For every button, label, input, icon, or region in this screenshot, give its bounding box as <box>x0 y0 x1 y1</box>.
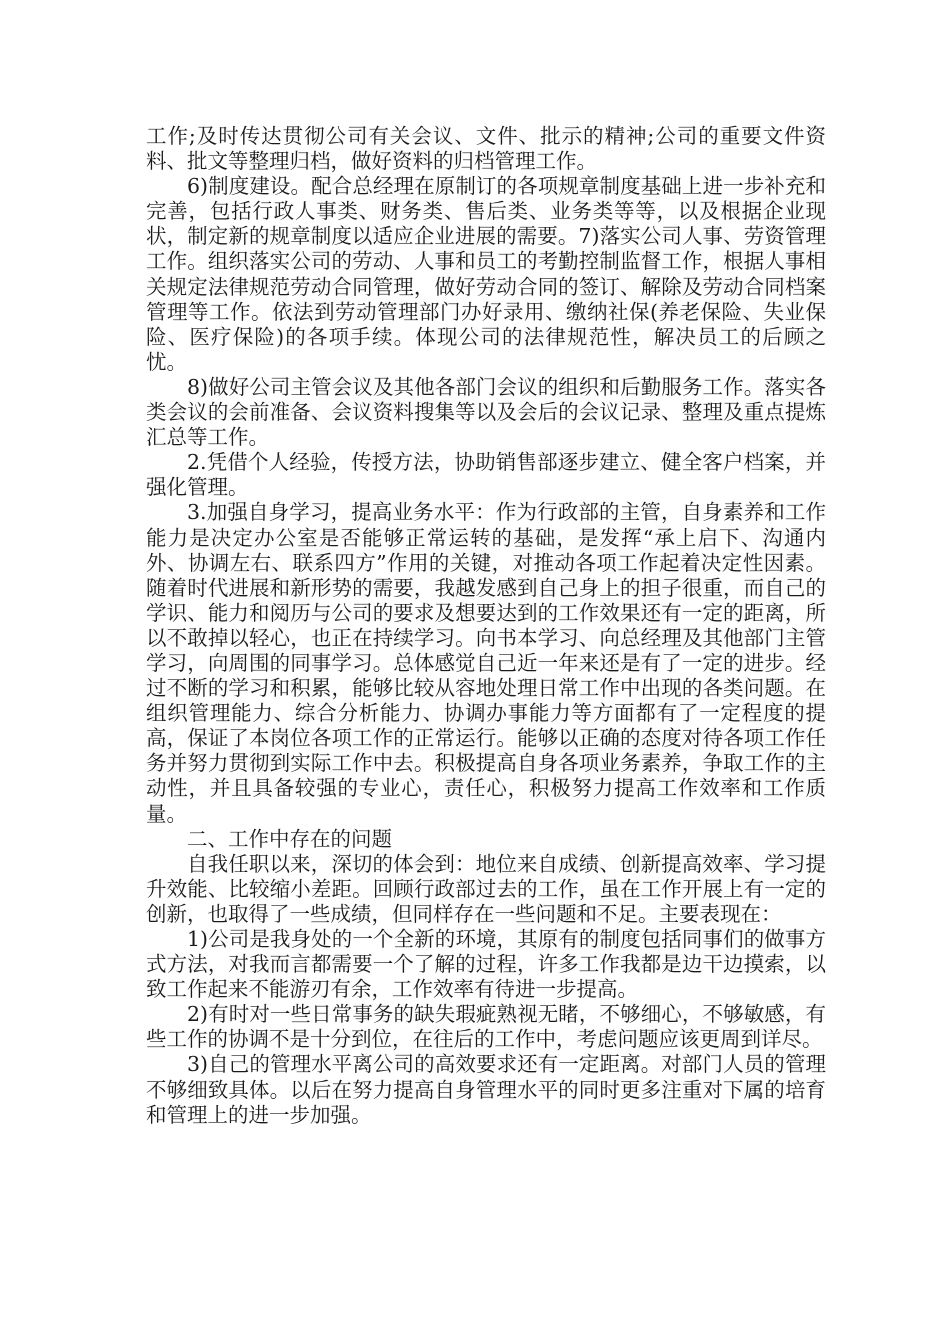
paragraph-5: 3.加强自身学习，提高业务水平：作为行政部的主管，自身素养和工作能力是决定办公室是否能够正常运转的基础，是发挥“承上启下、沟通内外、协调左右、联系四方”作用的关键，对推动各项工作起着决定性因素。随着时代进展和新形势的需要，我越发感到自己身上的担子很重，而自己的学识、能力和阅历与公司的要求及想要达到的工作效果还有一定的距离，所以不敢掉以轻心，也正在持续学习。向书本学习、向总经理及其他部门主管学习，向周围的同事学习。总体感觉自己近一年来还是有了一定的进步。经过不断的学习和积累，能够比较从容地处理日常工作中出现的各类问题。在组织管理能力、综合分析能力、协调办事能力等方面都有了一定程度的提高，保证了本岗位各项工作的正常运行。能够以正确的态度对待各项工作任务并努力贯彻到实际工作中去。积极提高自身各项业务素养，争取工作的主动性，并且具备较强的专业心，责任心，积极努力提高工作效率和工作质量。 <box>146 500 826 826</box>
paragraph-1: 工作;及时传达贯彻公司有关会议、文件、批示的精神;公司的重要文件资料、批文等整理归档，做好资料的归档管理工作。 <box>146 124 826 174</box>
paragraph-10: 3)自己的管理水平离公司的高效要求还有一定距离。对部门人员的管理不够细致具体。以后在努力提高自身管理水平的同时更多注重对下属的培育和管理上的进一步加强。 <box>146 1052 826 1127</box>
paragraph-2: 6)制度建设。配合总经理在原制订的各项规章制度基础上进一步补充和完善，包括行政人事类、财务类、售后类、业务类等等，以及根据企业现状，制定新的规章制度以适应企业进展的需要。7)落实公司人事、劳资管理工作。组织落实公司的劳动、人事和员工的考勤控制监督工作，根据人事相关规定法律规范劳动合同管理，做好劳动合同的签订、解除及劳动合同档案管理等工作。依法到劳动管理部门办好录用、缴纳社保(养老保险、失业保险、医疗保险)的各项手续。体现公司的法律规范性，解决员工的后顾之忧。 <box>146 174 826 374</box>
paragraph-9: 2)有时对一些日常事务的缺失瑕疵熟视无睹，不够细心，不够敏感，有些工作的协调不是十分到位，在往后的工作中，考虑问题应该更周到详尽。 <box>146 1002 826 1052</box>
document-page <box>146 124 826 1128</box>
paragraph-7: 自我任职以来，深切的体会到：地位来自成绩、创新提高效率、学习提升效能、比较缩小差距。回顾行政部过去的工作，虽在工作开展上有一定的创新，也取得了一些成绩，但同样存在一些问题和不足。主要表现在： <box>146 851 826 926</box>
section-heading: 二、工作中存在的问题 <box>187 826 392 851</box>
paragraph-3: 8)做好公司主管会议及其他各部门会议的组织和后勤服务工作。落实各类会议的会前准备、会议资料搜集等以及会后的会议记录、整理及重点提炼汇总等工作。 <box>146 374 826 450</box>
paragraph-8: 1)公司是我身处的一个全新的环境，其原有的制度包括同事们的做事方式方法，对我而言都需要一个了解的过程，许多工作我都是边干边摸索，以致工作起来不能游刃有余，工作效率有待进一步提高。 <box>146 927 826 1002</box>
paragraph-4: 2.凭借个人经验，传授方法，协助销售部逐步建立、健全客户档案，并强化管理。 <box>146 450 826 500</box>
